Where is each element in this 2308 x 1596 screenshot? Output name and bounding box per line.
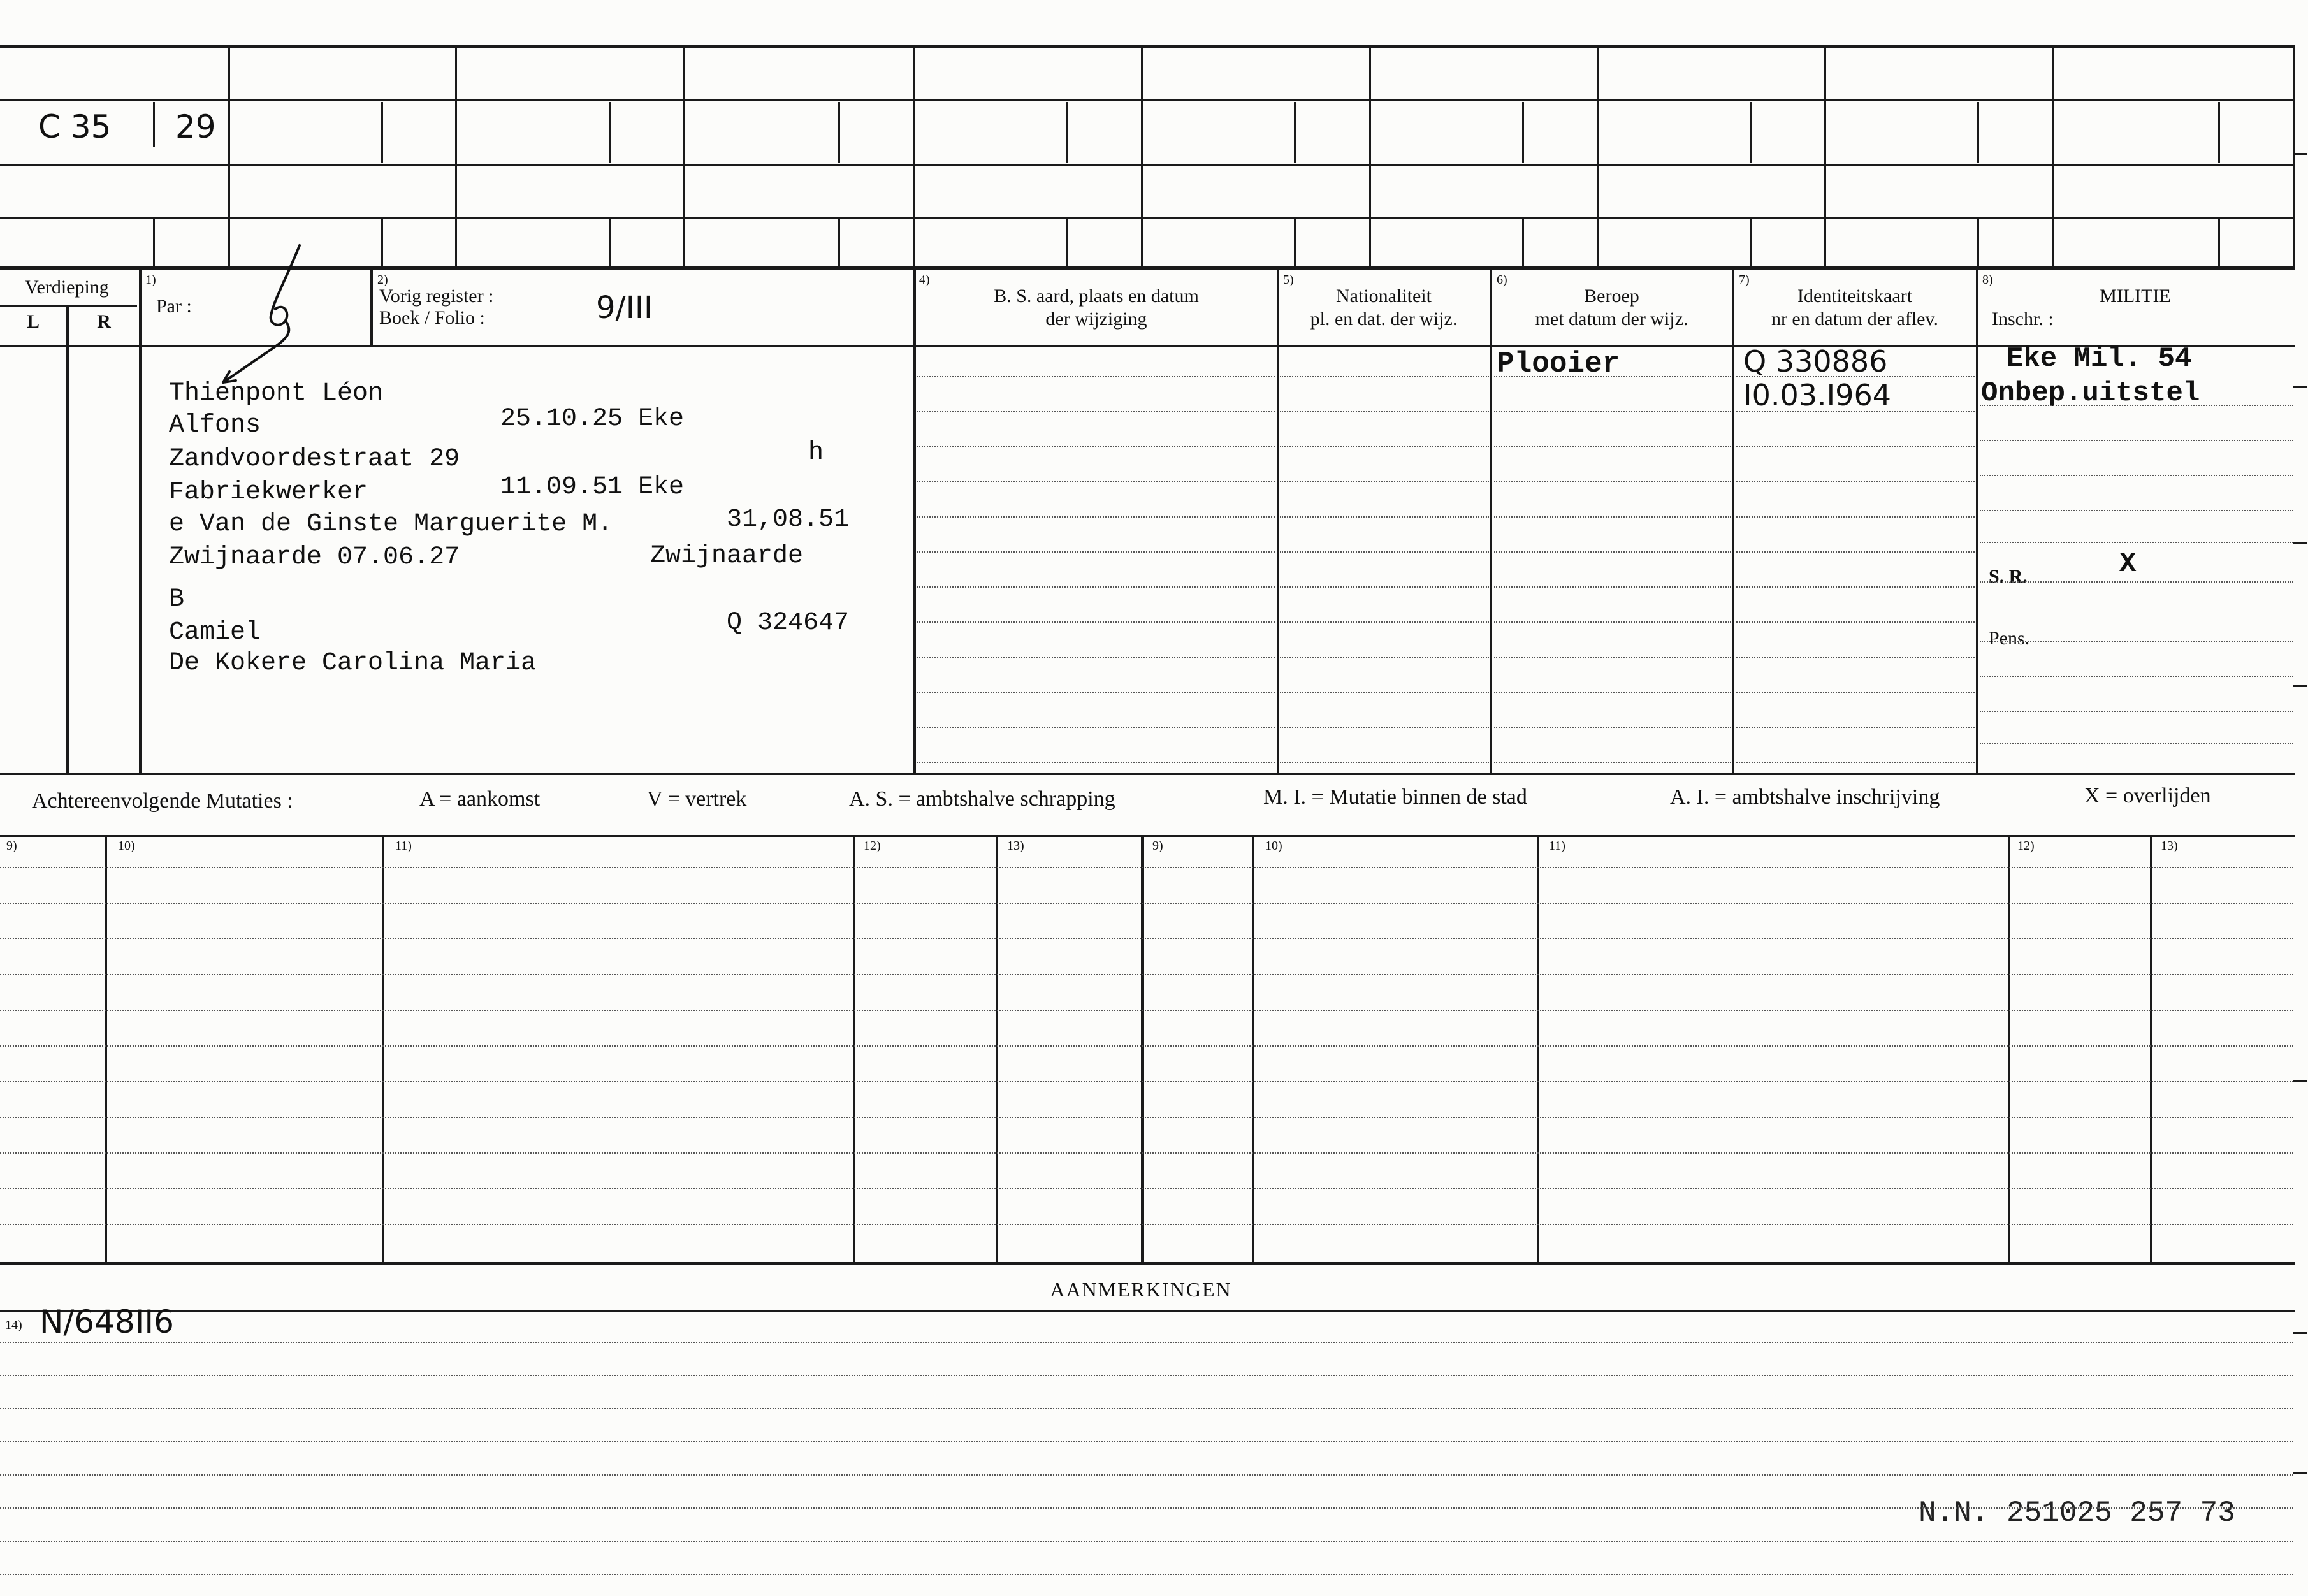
grid-line xyxy=(1750,102,1752,163)
grid-line xyxy=(381,102,383,163)
militie-sr-value: X xyxy=(2119,548,2137,580)
column-divider xyxy=(1277,266,1279,773)
legend-ai: A. I. = ambtshalve inschrijving xyxy=(1670,785,1940,809)
national-number: N.N. 251025 257 73 xyxy=(1919,1497,2235,1530)
mutation-col-label: 10) xyxy=(1265,839,1282,853)
par-label: Par : xyxy=(156,296,192,317)
person-line: Thienpont Léon xyxy=(169,379,384,408)
mutation-col-divider xyxy=(1537,836,1539,1262)
writing-line xyxy=(917,586,1275,588)
grid-line xyxy=(838,217,840,266)
writing-line xyxy=(1736,727,1975,728)
writing-line xyxy=(1980,676,2293,677)
grid-line xyxy=(2052,45,2054,266)
writing-line xyxy=(0,1375,2293,1376)
writing-line xyxy=(1280,727,1489,728)
grid-line xyxy=(228,45,230,266)
grid-line xyxy=(1824,45,1826,266)
writing-line xyxy=(1494,762,1731,763)
par-handwritten-mark xyxy=(210,239,338,392)
writing-line xyxy=(0,1574,2293,1575)
column-divider xyxy=(1976,266,1978,773)
writing-line xyxy=(0,1507,2293,1509)
writing-line xyxy=(0,1224,2293,1225)
grid-line xyxy=(1066,102,1068,163)
writing-line xyxy=(1736,411,1975,412)
writing-line xyxy=(1494,411,1731,412)
grid-line xyxy=(381,217,383,266)
writing-line xyxy=(0,974,2293,975)
writing-line xyxy=(1494,657,1731,658)
margin-tick xyxy=(2293,685,2307,687)
id-header-line2: nr en datum der aflev. xyxy=(1771,308,1939,330)
writing-line xyxy=(1736,692,1975,693)
writing-line xyxy=(1736,762,1975,763)
writing-line xyxy=(1280,516,1489,518)
person-line-right: 25.10.25 Eke xyxy=(500,405,685,433)
writing-line xyxy=(1980,542,2293,543)
grid-line xyxy=(1294,217,1296,266)
writing-line xyxy=(1494,481,1731,482)
card-number: 29 xyxy=(175,108,216,145)
militie-pens-label: Pens. xyxy=(1989,628,2030,649)
writing-line xyxy=(1494,727,1731,728)
militie-inschr-label: Inschr. : xyxy=(1992,308,2054,330)
boek-folio-label: Boek / Folio : xyxy=(379,307,485,328)
mutation-col-label: 9) xyxy=(1152,839,1163,853)
grid-line xyxy=(609,102,611,163)
margin-tick xyxy=(2293,1080,2307,1082)
writing-line xyxy=(0,1188,2293,1189)
remarks-title: AANMERKINGEN xyxy=(1050,1278,1232,1301)
mutation-col-divider xyxy=(2008,836,2010,1262)
mutation-col-label: 11) xyxy=(395,839,412,853)
writing-line xyxy=(1980,743,2293,744)
grid-line xyxy=(0,217,2295,219)
writing-line xyxy=(1280,376,1489,377)
writing-line xyxy=(917,376,1275,377)
writing-line xyxy=(1980,641,2293,642)
legend-v: V = vertrek xyxy=(647,787,747,811)
par-number: 1) xyxy=(145,273,156,287)
mutation-col-label: 10) xyxy=(118,839,135,853)
verdieping-label: Verdieping xyxy=(25,277,109,298)
writing-line xyxy=(1736,551,1975,553)
grid-line xyxy=(1977,217,1979,266)
margin-tick xyxy=(2293,153,2307,155)
grid-line xyxy=(153,217,155,266)
grid-line xyxy=(0,266,2295,270)
mutation-col-label: 13) xyxy=(1007,839,1024,853)
mutation-col-label: 12) xyxy=(2017,839,2035,853)
grid-line xyxy=(455,45,457,266)
nat-number: 5) xyxy=(1283,273,1294,287)
legend-as: A. S. = ambtshalve schrapping xyxy=(849,787,1115,811)
person-line-right: 11.09.51 Eke xyxy=(500,473,685,502)
grid-line xyxy=(683,45,685,266)
bs-number: 4) xyxy=(919,273,930,287)
card-code: C 35 xyxy=(38,108,112,145)
legend-top-line xyxy=(0,773,2295,775)
writing-line xyxy=(0,867,2293,868)
remarks-number: 14) xyxy=(5,1318,22,1332)
id-number-label: 7) xyxy=(1739,273,1750,287)
person-line: Fabriekwerker xyxy=(169,478,368,507)
grid-line xyxy=(0,99,2295,101)
person-line-right: Zwijnaarde xyxy=(650,542,804,570)
militie-entry-2: Onbep.uitstel xyxy=(1981,377,2200,409)
militie-title: MILITIE xyxy=(2100,286,2171,307)
person-line-right: h xyxy=(808,439,824,467)
remarks-value: N/648II6 xyxy=(40,1303,174,1340)
grid-line xyxy=(153,102,155,147)
verdieping-r-label: R xyxy=(97,311,111,332)
margin-tick xyxy=(2293,386,2307,388)
writing-line xyxy=(1736,376,1975,377)
vorig-number: 2) xyxy=(377,273,388,287)
writing-line xyxy=(917,446,1275,447)
writing-line xyxy=(917,762,1275,763)
verdieping-l-label: L xyxy=(26,311,40,332)
mutation-col-label: 12) xyxy=(864,839,881,853)
mutation-col-divider xyxy=(853,836,855,1262)
grid-line xyxy=(1141,45,1143,266)
writing-line xyxy=(0,1474,2293,1476)
id-card-number: Q 330886 xyxy=(1743,344,1888,379)
grid-line xyxy=(1522,217,1524,266)
writing-line xyxy=(917,727,1275,728)
writing-line xyxy=(1980,711,2293,712)
person-line: Camiel xyxy=(169,618,261,647)
writing-line xyxy=(1736,621,1975,623)
person-line: Zwijnaarde 07.06.27 xyxy=(169,543,460,572)
writing-line xyxy=(1736,657,1975,658)
verdieping-lr-divider xyxy=(66,305,69,773)
legend-title: Achtereenvolgende Mutaties : xyxy=(32,789,293,813)
writing-line xyxy=(1980,405,2293,406)
writing-line xyxy=(1494,376,1731,377)
nat-header-line2: pl. en dat. der wijz. xyxy=(1310,308,1458,330)
writing-line xyxy=(1736,481,1975,482)
writing-line xyxy=(0,1152,2293,1154)
grid-line xyxy=(913,45,915,266)
writing-line xyxy=(917,692,1275,693)
mutation-col-label: 9) xyxy=(6,839,17,853)
militie-number: 8) xyxy=(1982,273,1993,287)
writing-line xyxy=(1980,475,2293,476)
writing-line xyxy=(0,1117,2293,1118)
beroep-number: 6) xyxy=(1497,273,1507,287)
mutation-col-divider xyxy=(105,836,107,1262)
writing-line xyxy=(1280,657,1489,658)
writing-line xyxy=(0,903,2293,904)
writing-line xyxy=(917,551,1275,553)
writing-line xyxy=(1980,581,2293,583)
bs-header-line2: der wijziging xyxy=(1045,308,1147,330)
beroep-header-line1: Beroep xyxy=(1584,286,1639,307)
writing-line xyxy=(0,1045,2293,1047)
person-line: De Kokere Carolina Maria xyxy=(169,649,537,678)
writing-line xyxy=(1736,516,1975,518)
writing-line xyxy=(1494,551,1731,553)
writing-line xyxy=(0,1010,2293,1011)
top-grid-border xyxy=(0,45,2295,48)
column-divider xyxy=(139,266,142,773)
mutation-col-divider xyxy=(996,836,998,1262)
beroep-header-line2: met datum der wijz. xyxy=(1535,308,1688,330)
mutation-col-divider xyxy=(382,836,384,1262)
mutations-bottom-line xyxy=(0,1262,2295,1265)
militie-entry-1: Eke Mil. 54 xyxy=(2007,343,2192,375)
grid-line xyxy=(609,217,611,266)
grid-line xyxy=(2218,217,2220,266)
person-line-right: Q 324647 xyxy=(727,609,850,637)
header-bottom-line xyxy=(0,345,2295,347)
mutation-col-divider xyxy=(1252,836,1254,1262)
writing-line xyxy=(1494,692,1731,693)
column-divider xyxy=(1732,266,1734,773)
margin-tick xyxy=(2293,542,2307,544)
person-line: e Van de Ginste Marguerite M. xyxy=(169,510,613,539)
writing-line xyxy=(1494,516,1731,518)
militie-sr-label: S. R. xyxy=(1989,566,2028,587)
writing-line xyxy=(917,481,1275,482)
writing-line xyxy=(0,1408,2293,1409)
legend-mi: M. I. = Mutatie binnen de stad xyxy=(1263,785,1527,809)
legend-x: X = overlijden xyxy=(2084,784,2211,808)
bs-header-line1: B. S. aard, plaats en datum xyxy=(994,286,1199,307)
writing-line xyxy=(1280,411,1489,412)
mutations-top-line xyxy=(0,835,2295,837)
margin-tick xyxy=(2293,1332,2307,1334)
grid-line xyxy=(1294,102,1296,163)
writing-line xyxy=(1280,481,1489,482)
mutation-col-label: 11) xyxy=(1549,839,1565,853)
grid-line xyxy=(1522,102,1524,163)
writing-line xyxy=(1280,446,1489,447)
writing-line xyxy=(1494,586,1731,588)
writing-line xyxy=(0,1441,2293,1442)
mutation-center-divider xyxy=(1141,836,1144,1262)
person-line: B xyxy=(169,585,185,614)
mutation-col-divider xyxy=(2150,836,2152,1262)
nat-header-line1: Nationaliteit xyxy=(1336,286,1432,307)
margin-tick xyxy=(2293,1472,2307,1474)
grid-line xyxy=(1977,102,1979,163)
writing-line xyxy=(1494,621,1731,623)
writing-line xyxy=(917,516,1275,518)
grid-line xyxy=(1066,217,1068,266)
writing-line xyxy=(1494,446,1731,447)
column-divider xyxy=(913,266,916,773)
person-line-right: 31,08.51 xyxy=(727,505,850,534)
column-divider xyxy=(370,266,373,345)
grid-line xyxy=(2218,102,2220,163)
writing-line xyxy=(917,657,1275,658)
writing-line xyxy=(1280,586,1489,588)
writing-line xyxy=(1980,440,2293,441)
grid-line xyxy=(1597,45,1599,266)
writing-line xyxy=(1280,692,1489,693)
writing-line xyxy=(917,621,1275,623)
grid-line xyxy=(1750,217,1752,266)
writing-line xyxy=(0,938,2293,939)
writing-line xyxy=(1736,446,1975,447)
person-line: Zandvoordestraat 29 xyxy=(169,445,460,474)
writing-line xyxy=(0,1081,2293,1082)
id-card-date: I0.03.I964 xyxy=(1743,378,1891,412)
mutation-col-label: 13) xyxy=(2161,839,2178,853)
writing-line xyxy=(1980,510,2293,511)
grid-line xyxy=(838,102,840,163)
beroep-value: Plooier xyxy=(1497,347,1620,381)
grid-line xyxy=(2293,45,2295,266)
vorig-register-label: Vorig register : xyxy=(379,286,494,307)
writing-line xyxy=(1736,586,1975,588)
writing-line xyxy=(1280,551,1489,553)
writing-line xyxy=(917,411,1275,412)
id-header-line1: Identiteitskaart xyxy=(1797,286,1912,307)
column-divider xyxy=(1490,266,1492,773)
writing-line xyxy=(0,1342,2293,1343)
writing-line xyxy=(0,1541,2293,1542)
vorig-register-value: 9/III xyxy=(596,290,653,326)
grid-line xyxy=(1369,45,1371,266)
grid-line xyxy=(0,164,2295,166)
writing-line xyxy=(1280,762,1489,763)
person-line: Alfons xyxy=(169,411,261,440)
writing-line xyxy=(1280,621,1489,623)
legend-a: A = aankomst xyxy=(419,787,541,811)
remarks-line xyxy=(0,1310,2295,1312)
